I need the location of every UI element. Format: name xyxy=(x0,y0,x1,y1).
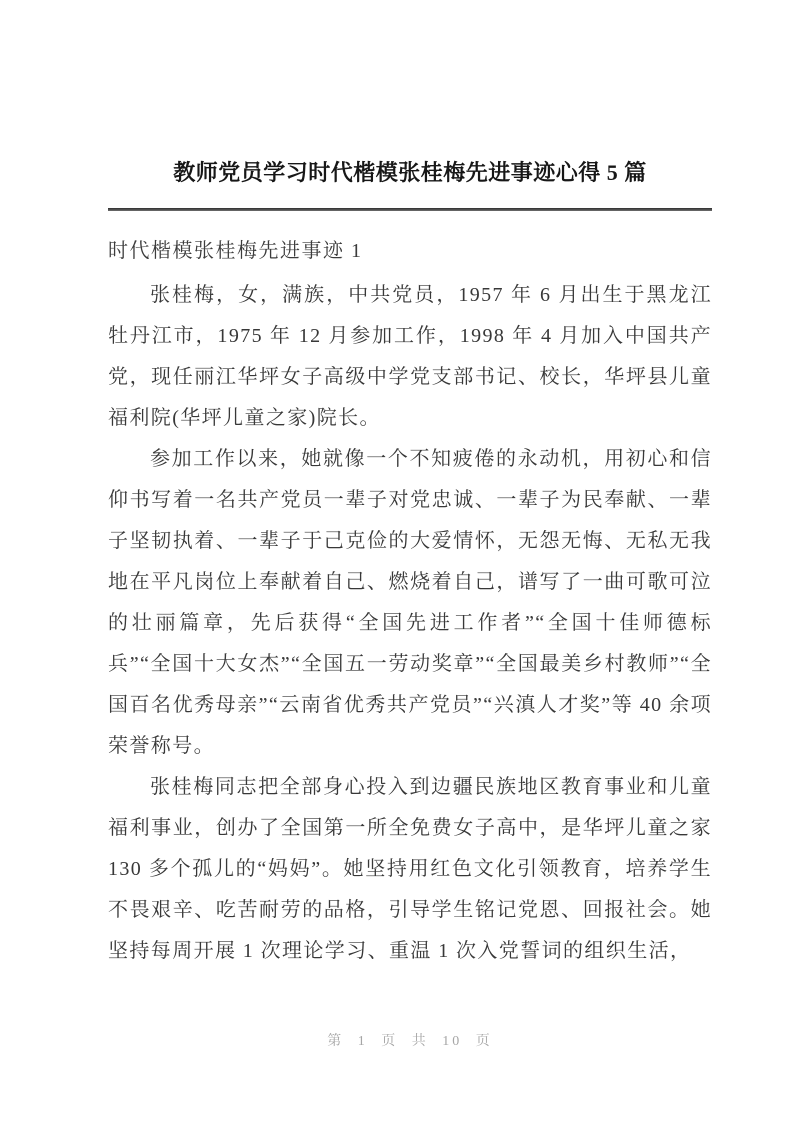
document-body xyxy=(108,275,712,972)
paragraph: 参加工作以来，她就像一个不知疲倦的永动机，用初心和信仰书写着一名共产党员一辈子对党忠诚、一辈子为民奉献、一辈子坚韧执着、一辈子于己克俭的大爱情怀，无怨无悔、无私无我地在平凡岗位上奉献着自己、燃烧着自己，谱写了一曲可歌可泣的壮丽篇章，先后获得“全国先进工作者”“全国十佳师德标兵”“全国十大女杰”“全国五一劳动奖章”“全国最美乡村教师”“全国百名优秀母亲”“云南省优秀共产党员”“兴滇人才奖”等 40 余项荣誉称号。 xyxy=(108,448,712,757)
document-page xyxy=(108,0,712,1131)
paragraph: 张桂梅同志把全部身心投入到边疆民族地区教育事业和儿童福利事业，创办了全国第一所全免费女子高中，是华坪儿童之家 130 多个孤儿的“妈妈”。她坚持用红色文化引领教育，培养学生不畏艰辛、吃苦耐劳的品格，引导学生铭记党恩、回报社会。她坚持每周开展 1 次理论学习、重温 1 次入党誓词的组织生活， xyxy=(108,776,712,962)
page-footer xyxy=(108,1032,712,1052)
section-heading: 时代楷模张桂梅先进事迹 1 xyxy=(108,240,363,262)
title-divider xyxy=(108,208,712,211)
document-title: 教师党员学习时代楷模张桂梅先进事迹心得 5 篇 xyxy=(173,160,647,185)
page-number-text: 第 1 页 共 10 页 xyxy=(327,1034,493,1049)
paragraph: 张桂梅，女，满族，中共党员，1957 年 6 月出生于黑龙江牡丹江市，1975 年 12 月参加工作，1998 年 4 月加入中国共产党，现任丽江华坪女子高级中学党支部书记、校长，华坪县儿童福利院(华坪儿童之家)院长。 xyxy=(108,284,712,429)
